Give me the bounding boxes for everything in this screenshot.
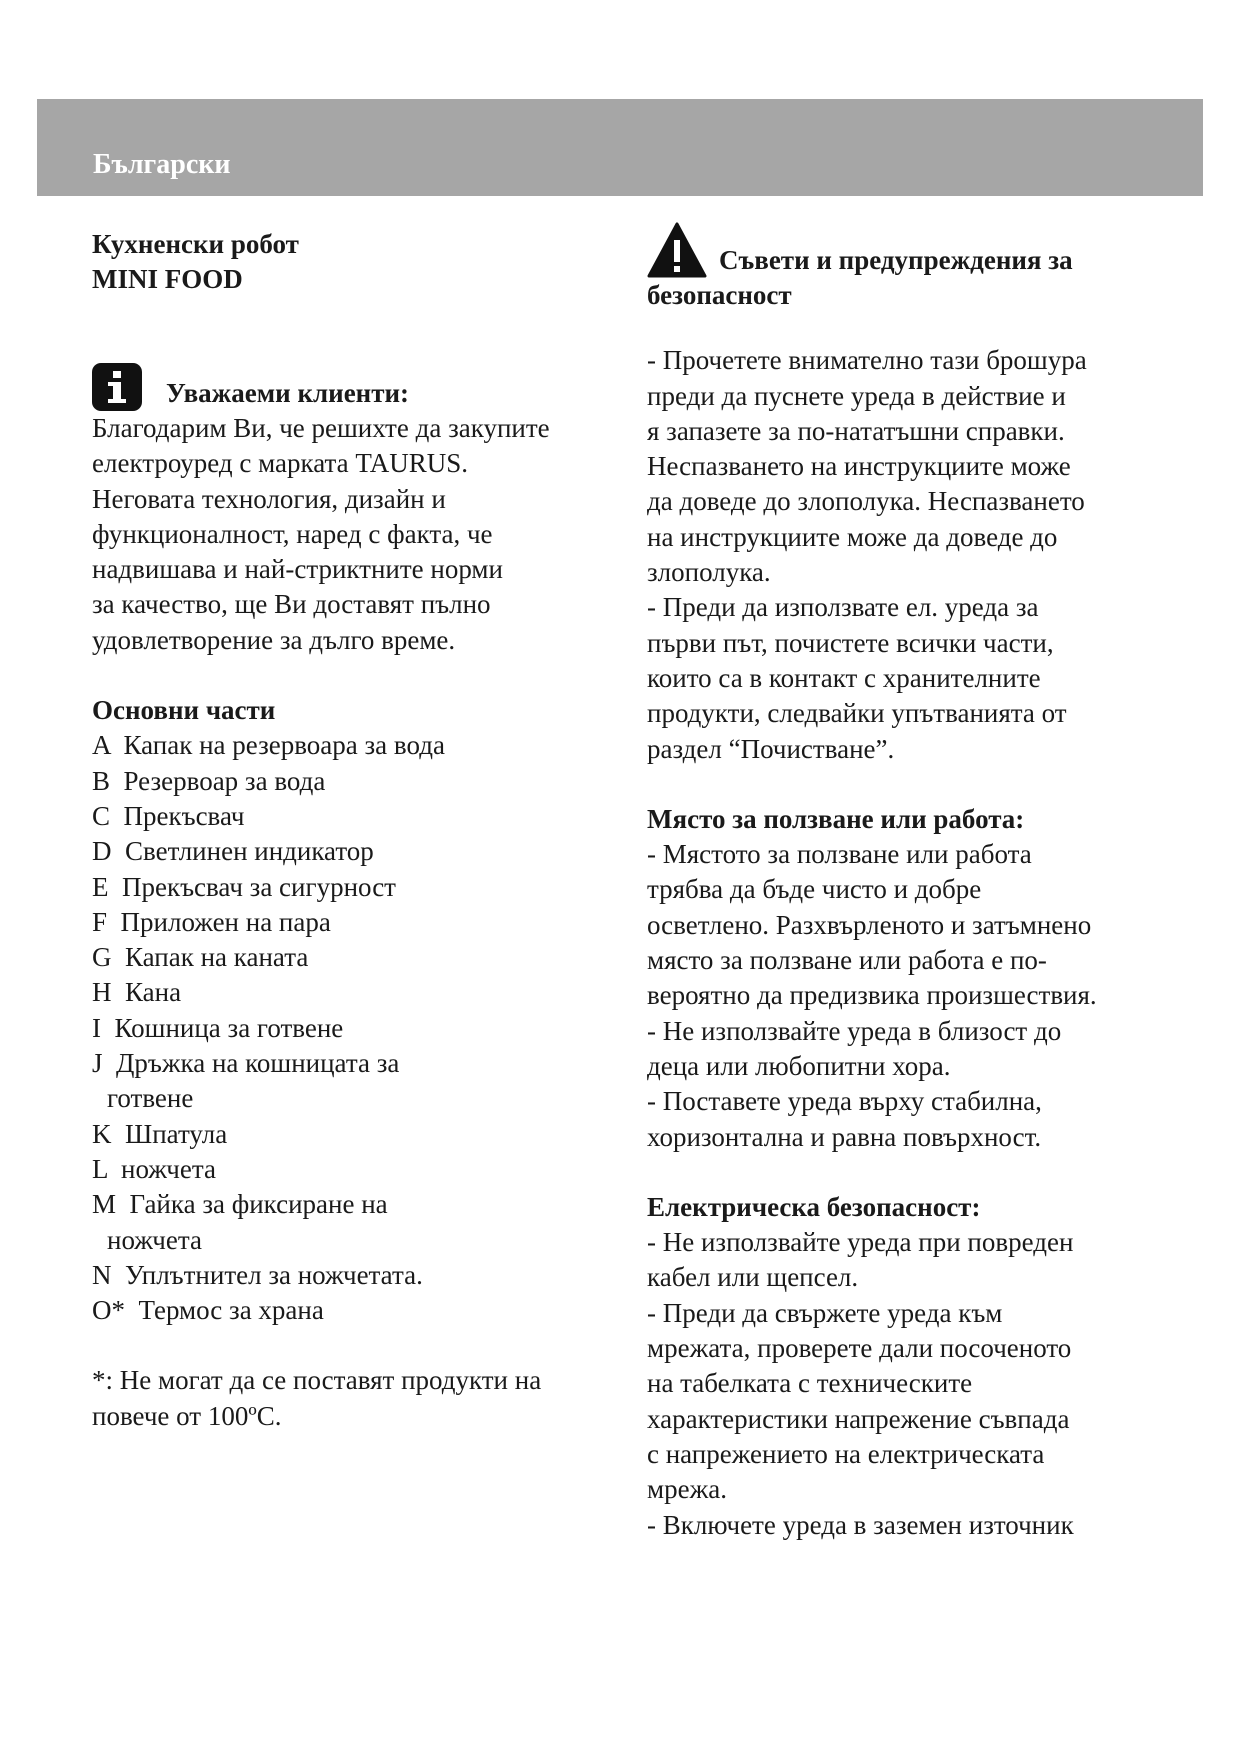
safety-intro-line: които са в контакт с хранителните (647, 662, 1041, 693)
greeting-line: Благодарим Ви, че решихте да закупите (92, 413, 550, 443)
safety-intro-line: първи път, почистете всички части, (647, 627, 1054, 658)
electrical-text (647, 1225, 1167, 1543)
parts-list-item: F Приложен на пара (92, 906, 331, 937)
workplace-line: трябва да бъде чисто и добре (647, 874, 982, 905)
electrical-line: мрежата, проверете дали посоченото (647, 1333, 1072, 1364)
electrical-line: на табелката с техническите (647, 1368, 973, 1399)
parts-list-item: C Прекъсвач (92, 800, 245, 831)
parts-list-item: M Гайка за фиксиране на (92, 1189, 388, 1220)
safety-heading-line2: безопасност (647, 280, 792, 310)
electrical-line: - Преди да свържете уреда към (647, 1297, 1003, 1328)
parts-list-item: I Кошница за готвене (92, 1012, 344, 1043)
parts-list-item: G Капак на каната (92, 942, 309, 973)
safety-heading-row (647, 222, 1167, 278)
parts-list-item: A Капак на резервоара за вода (92, 730, 445, 761)
parts-list-item: D Светлинен индикатор (92, 836, 374, 867)
workplace-line: - Не използвайте уреда в близост до (647, 1015, 1062, 1046)
workplace-line: - Поставете уреда върху стабилна, (647, 1086, 1042, 1117)
parts-list-item: K Шпатула (92, 1118, 228, 1149)
safety-intro-line: да доведе до злополука. Неспазването (647, 486, 1085, 517)
greeting-line: надвишава и най-стриктните норми (92, 554, 503, 585)
workplace-line: вероятно да предизвика произшествия. (647, 980, 1097, 1011)
workplace-line: - Мястото за ползване или работа (647, 839, 1032, 870)
greeting-text (92, 411, 612, 658)
safety-intro-line: преди да пуснете уреда в действие и (647, 380, 1066, 411)
parts-heading: Основни части (92, 695, 276, 726)
parts-list-item: готвене (107, 1083, 194, 1114)
safety-intro-line: злополука. (647, 557, 771, 588)
product-title: Кухненски робот (92, 229, 299, 259)
parts-list-item: L ножчета (92, 1153, 216, 1184)
electrical-line: мрежа. (647, 1474, 727, 1505)
greeting-line: удовлетворение за дълго време. (92, 624, 456, 655)
safety-heading-line1: Съвети и предупреждения за (719, 244, 1073, 275)
footnote-line: *: Не могат да се поставят продукти на (92, 1365, 542, 1396)
workplace-line: място за ползване или работа е по- (647, 945, 1047, 976)
workplace-line: осветлено. Разхвърленото и затъмнено (647, 909, 1092, 940)
greeting-line: Неговата технология, дизайн и (92, 483, 446, 514)
workplace-text (647, 837, 1167, 1155)
left-column (92, 227, 612, 1434)
greeting-line: за качество, ще Ви доставят пълно (92, 589, 491, 620)
electrical-heading: Електрическа безопасност: (647, 1191, 981, 1222)
product-name: MINI FOOD (92, 264, 243, 294)
parts-list-item: B Резервоар за вода (92, 765, 326, 796)
parts-list (92, 728, 612, 1328)
greeting-line: електроуред с марката TAURUS. (92, 448, 468, 479)
electrical-line: кабел или щепсел. (647, 1262, 859, 1293)
safety-intro-line: раздел “Почистване”. (647, 733, 895, 764)
language-header-bar (37, 99, 1203, 196)
parts-list-item: O* Термос за храна (92, 1295, 324, 1326)
footnote-line: повече от 100ºC. (92, 1400, 282, 1431)
safety-intro-line: - Прочетете внимателно тази брошура (647, 345, 1087, 376)
greeting-heading: Уважаеми клиенти: (166, 377, 410, 408)
electrical-line: с напрежението на електрическата (647, 1438, 1045, 1469)
electrical-line: - Включете уреда в заземен източник (647, 1509, 1074, 1540)
footnote (92, 1363, 612, 1434)
safety-intro-line: продукти, следвайки упътванията от (647, 698, 1067, 729)
safety-intro-line: - Преди да използвате ел. уреда за (647, 592, 1039, 623)
safety-intro (647, 343, 1167, 767)
parts-list-item: H Кана (92, 977, 182, 1008)
greeting-heading-row (92, 363, 612, 411)
safety-intro-line: на инструкциите може да доведе до (647, 521, 1058, 552)
electrical-line: характеристики напрежение съвпада (647, 1403, 1070, 1434)
parts-list-item: E Прекъсвач за сигурност (92, 871, 396, 902)
safety-intro-line: Неспазването на инструкциите може (647, 451, 1071, 482)
warning-triangle-icon (647, 222, 707, 278)
electrical-line: - Не използвайте уреда при повреден (647, 1227, 1074, 1258)
parts-list-item: J Дръжка на кошницата за (92, 1048, 400, 1079)
workplace-line: хоризонтална и равна повърхност. (647, 1121, 1042, 1152)
safety-intro-line: я запазете за по-нататъшни справки. (647, 415, 1065, 446)
workplace-line: деца или любопитни хора. (647, 1050, 951, 1081)
info-icon (92, 363, 142, 411)
workplace-heading: Място за ползване или работа: (647, 803, 1025, 834)
right-column (647, 222, 1167, 1543)
language-label: Български (93, 149, 231, 180)
greeting-line: функционалност, наред с факта, че (92, 518, 493, 549)
parts-list-item: N Уплътнител за ножчетата. (92, 1259, 423, 1290)
parts-list-item: ножчета (107, 1224, 202, 1255)
